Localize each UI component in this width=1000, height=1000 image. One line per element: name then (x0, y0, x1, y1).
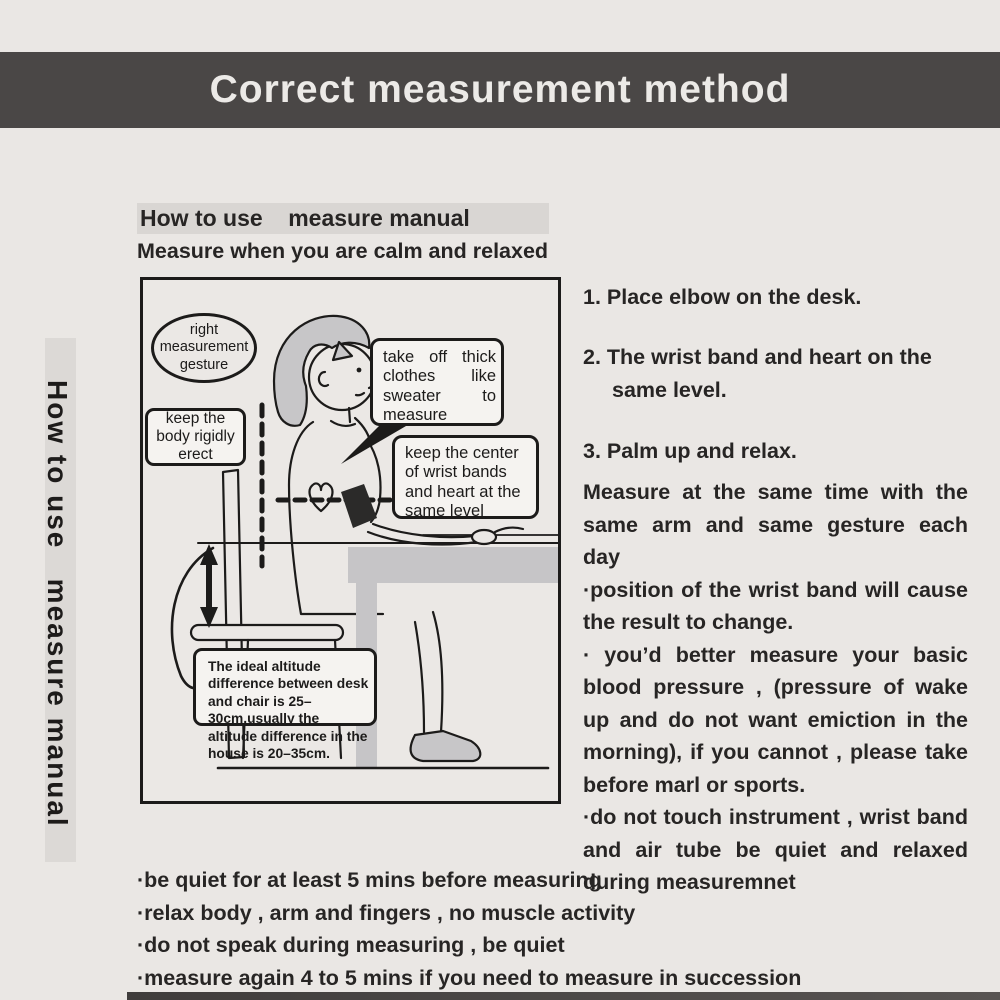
note-same-time: Measure at the same time with the same arm and same gesture each day (583, 480, 968, 569)
instruction-step-2: 2. The wrist band and heart on the same level. (583, 345, 932, 402)
tip-item-2: ·relax body , arm and fingers , no muscle activity (137, 900, 636, 925)
tip-item-1: ·be quiet for at least 5 mins before measuring (137, 868, 602, 892)
instruction-step-3: 3. Palm up and relax. (583, 439, 797, 463)
instructions-column (583, 281, 968, 899)
note-do-not-touch: ·do not touch instrument , wrist band and air tube be quiet and relaxed during measuremnet (583, 805, 968, 894)
callout-wrist-heart-level: keep the center of wrist bands and heart at the same level (392, 435, 539, 519)
bottom-tips-list (137, 864, 801, 994)
instruction-step-1: 1. Place elbow on the desk. (583, 285, 862, 309)
tip-item-4: ·measure again 4 to 5 mins if you need to measure in succession (137, 965, 802, 990)
callout-altitude-difference: The ideal altitude difference between desk and chair is 25–30cm,usually the altitude difference in the house is 20–35cm. (193, 648, 377, 726)
bottom-divider-bar (127, 992, 1000, 1000)
posture-illustration (140, 277, 561, 804)
person-hand (472, 530, 496, 544)
section-subheading: Measure when you are calm and relaxed (137, 239, 549, 263)
person-eye (357, 368, 362, 373)
callout-right-gesture (151, 313, 257, 383)
note-basic-pressure: · you’d better measure your basic blood pressure , (pressure of wake up and do not want emiction in the morning), if you cannot , please take before marl or sports. (583, 642, 968, 797)
page-title: Correct measurement method (209, 68, 791, 111)
section-heading: How to use measure manual (140, 205, 470, 231)
heart-icon (310, 483, 333, 511)
section-heading-strip (137, 203, 549, 234)
chair-seat (191, 625, 343, 640)
callout-body-erect (145, 408, 246, 466)
tip-item-3: ·do not speak during measuring , be quiet (137, 933, 565, 957)
measurement-notes (583, 476, 968, 899)
callout-body-erect-text: keep the body rigidly erect (156, 409, 235, 464)
title-banner (0, 52, 1000, 128)
note-band-position: ·position of the wrist band will cause the result to change. (583, 577, 968, 634)
callout-right-gesture-text: right measurement gesture (159, 322, 249, 373)
person-leg (415, 612, 442, 732)
desk-top (348, 547, 558, 583)
vertical-side-label-text: How to use measure manual (42, 380, 73, 828)
callout-take-off-clothes: take off thick clothes like sweater to measure (370, 338, 504, 426)
slipper (411, 731, 481, 761)
vertical-side-label (42, 338, 76, 862)
